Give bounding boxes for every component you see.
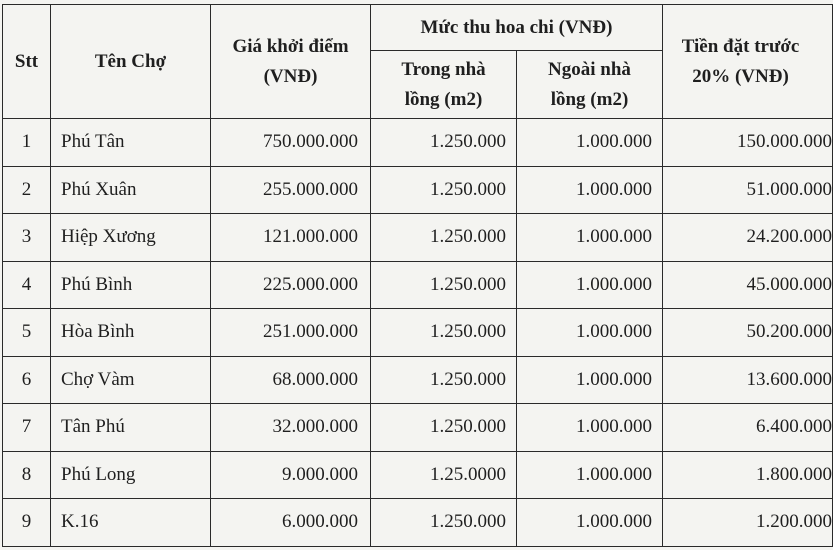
table-row [3,119,833,167]
cell-tien-dat-truoc: 6.400.000 [663,404,833,452]
cell-stt: 4 [3,261,51,309]
table-row [3,309,833,357]
cell-ngoai-nha-long: 1.000.000 [517,214,663,262]
cell-stt: 6 [3,356,51,404]
cell-ten-cho: Tân Phú [51,404,211,452]
auction-table [2,4,833,547]
cell-gia-khoi-diem: 121.000.000 [211,214,371,262]
cell-stt: 8 [3,451,51,499]
cell-ngoai-nha-long: 1.000.000 [517,119,663,167]
cell-ngoai-nha-long: 1.000.000 [517,499,663,547]
cell-tien-dat-truoc: 45.000.000 [663,261,833,309]
cell-stt: 5 [3,309,51,357]
cell-gia-khoi-diem: 255.000.000 [211,166,371,214]
cell-gia-khoi-diem: 251.000.000 [211,309,371,357]
cell-ngoai-nha-long: 1.000.000 [517,451,663,499]
cell-stt: 2 [3,166,51,214]
cell-ngoai-nha-long: 1.000.000 [517,404,663,452]
table-row [3,451,833,499]
cell-tien-dat-truoc: 150.000.000 [663,119,833,167]
header-ten-cho: Tên Chợ [51,5,211,119]
header-trong-nha-long: Trong nhà lồng (m2) [371,51,517,119]
cell-gia-khoi-diem: 750.000.000 [211,119,371,167]
header-ngoai-nha-long: Ngoài nhà lồng (m2) [517,51,663,119]
cell-tien-dat-truoc: 50.200.000 [663,309,833,357]
cell-stt: 7 [3,404,51,452]
header-stt: Stt [3,5,51,119]
cell-gia-khoi-diem: 9.000.000 [211,451,371,499]
cell-ten-cho: Chợ Vàm [51,356,211,404]
cell-ten-cho: Hòa Bình [51,309,211,357]
cell-ten-cho: Phú Tân [51,119,211,167]
cell-gia-khoi-diem: 6.000.000 [211,499,371,547]
cell-ten-cho: K.16 [51,499,211,547]
cell-stt: 9 [3,499,51,547]
cell-stt: 1 [3,119,51,167]
table-row [3,356,833,404]
header-gia-khoi-diem: Giá khởi điểm (VNĐ) [211,5,371,119]
cell-gia-khoi-diem: 68.000.000 [211,356,371,404]
table-row [3,214,833,262]
cell-ten-cho: Phú Xuân [51,166,211,214]
cell-tien-dat-truoc: 1.800.000 [663,451,833,499]
cell-tien-dat-truoc: 1.200.000 [663,499,833,547]
cell-gia-khoi-diem: 32.000.000 [211,404,371,452]
cell-ngoai-nha-long: 1.000.000 [517,261,663,309]
header-muc-thu: Mức thu hoa chi (VNĐ) [371,5,663,51]
cell-gia-khoi-diem: 225.000.000 [211,261,371,309]
cell-ngoai-nha-long: 1.000.000 [517,166,663,214]
table-row [3,404,833,452]
table-header [3,5,833,119]
table-body [3,119,833,547]
cell-trong-nha-long: 1.250.000 [371,214,517,262]
cell-stt: 3 [3,214,51,262]
cell-trong-nha-long: 1.250.000 [371,404,517,452]
cell-trong-nha-long: 1.25.0000 [371,451,517,499]
cell-ngoai-nha-long: 1.000.000 [517,309,663,357]
cell-trong-nha-long: 1.250.000 [371,166,517,214]
cell-trong-nha-long: 1.250.000 [371,119,517,167]
cell-tien-dat-truoc: 24.200.000 [663,214,833,262]
cell-trong-nha-long: 1.250.000 [371,499,517,547]
cell-trong-nha-long: 1.250.000 [371,356,517,404]
cell-tien-dat-truoc: 13.600.000 [663,356,833,404]
cell-trong-nha-long: 1.250.000 [371,309,517,357]
cell-trong-nha-long: 1.250.000 [371,261,517,309]
cell-ten-cho: Hiệp Xương [51,214,211,262]
header-tien-dat-truoc: Tiền đặt trước 20% (VNĐ) [663,5,833,119]
cell-ngoai-nha-long: 1.000.000 [517,356,663,404]
cell-tien-dat-truoc: 51.000.000 [663,166,833,214]
cell-ten-cho: Phú Bình [51,261,211,309]
table-row [3,499,833,547]
table-row [3,261,833,309]
cell-ten-cho: Phú Long [51,451,211,499]
table-row [3,166,833,214]
